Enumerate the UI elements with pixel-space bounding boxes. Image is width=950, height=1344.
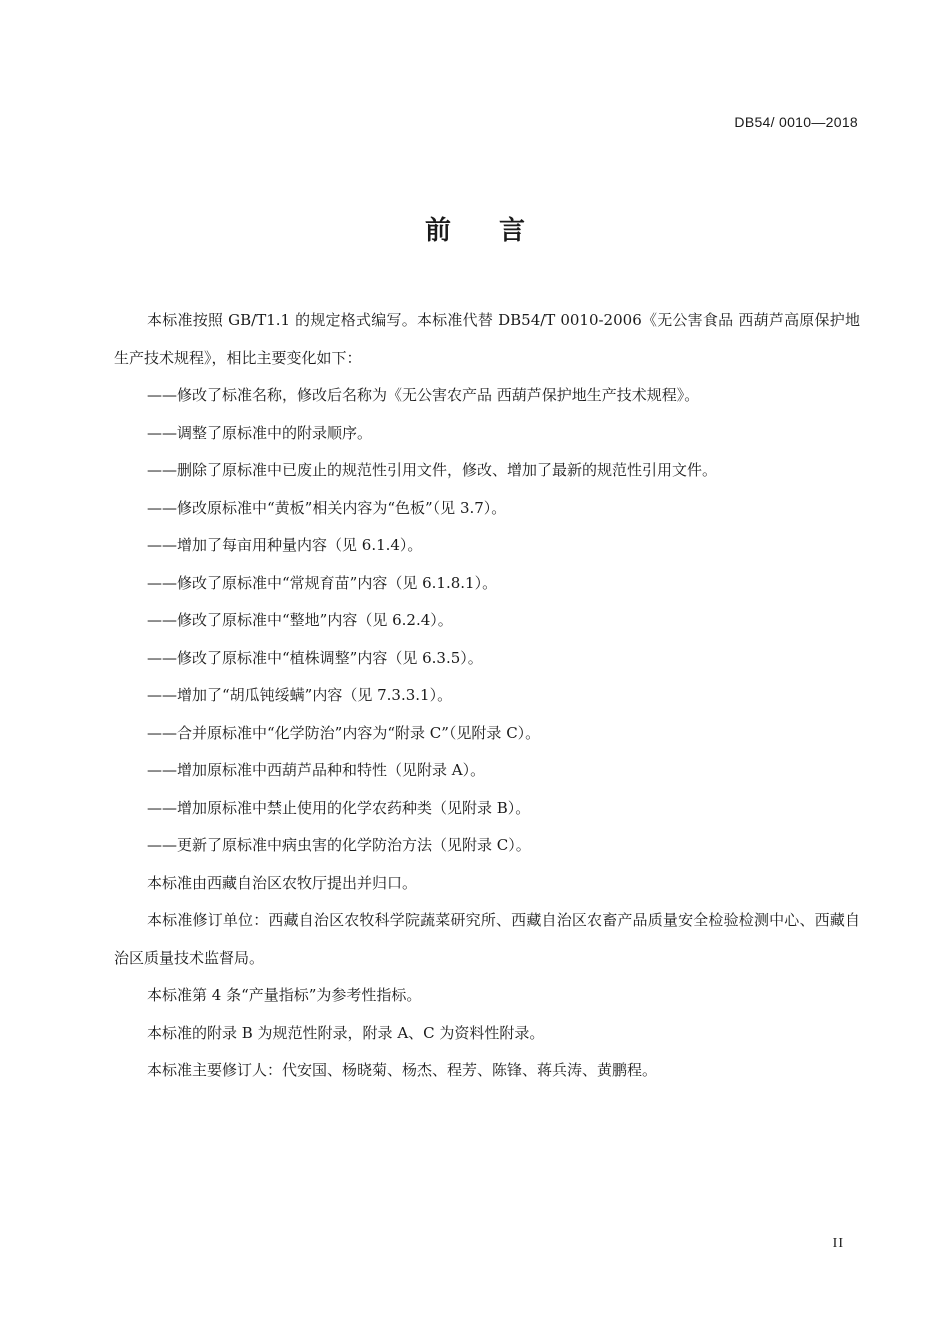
page-title: 前言: [424, 216, 573, 246]
change-item: ——调整了原标准中的附录顺序。: [147, 423, 373, 442]
change-item: ——增加了每亩用种量内容（见 6.1.4）。: [147, 536, 423, 554]
foreword-body: [114, 302, 860, 1090]
change-item: ——增加原标准中禁止使用的化学农药种类（见附录 B）。: [147, 798, 531, 817]
paragraph-intro: 本标准按照 GB/T1.1 的规定格式编写。本标准代替 DB54/T 0010-2006《无公害食品 西葫芦高原保护地生产技术规程》，相比主要变化如下：: [114, 311, 860, 367]
change-item: ——合并原标准中“化学防治”内容为“附录 C”（见附录 C）。: [147, 723, 541, 742]
change-item: ——修改了原标准中“整地”内容（见 6.2.4）。: [147, 611, 453, 629]
proposer-statement: 本标准由西藏自治区农牧厅提出并归口。: [147, 873, 418, 892]
revising-units-statement: 本标准修订单位：西藏自治区农牧科学院蔬菜研究所、西藏自治区农畜产品质量安全检验检测中心、西藏自治区质量技术监督局。: [114, 911, 860, 967]
change-item: ——增加了“胡瓜钝绥螨”内容（见 7.3.3.1）。: [147, 686, 453, 704]
change-item: ——增加原标准中西葫芦品种和特性（见附录 A）。: [147, 761, 486, 779]
appendix-statement: 本标准的附录 B 为规范性附录，附录 A、C 为资料性附录。: [147, 1023, 545, 1042]
revisers-statement: 本标准主要修订人：代安国、杨晓菊、杨杰、程芳、陈锋、蒋兵涛、黄鹏程。: [147, 1061, 658, 1079]
change-item: ——更新了原标准中病虫害的化学防治方法（见附录 C）。: [147, 836, 531, 854]
document-code: DB54/ 0010—2018: [734, 114, 858, 130]
change-item: ——修改了原标准中“植株调整”内容（见 6.3.5）。: [147, 648, 483, 667]
change-item: ——删除了原标准中已废止的规范性引用文件，修改、增加了最新的规范性引用文件。: [147, 461, 718, 479]
change-item: ——修改了标准名称，修改后名称为《无公害农产品 西葫芦保护地生产技术规程》。: [147, 386, 700, 404]
change-item: ——修改了原标准中“常规育苗”内容（见 6.1.8.1）。: [147, 573, 498, 592]
page-number: II: [832, 1236, 844, 1251]
indicator-statement: 本标准第 4 条“产量指标”为参考性指标。: [147, 986, 422, 1004]
change-item: ——修改原标准中“黄板”相关内容为“色板”（见 3.7）。: [147, 498, 507, 517]
